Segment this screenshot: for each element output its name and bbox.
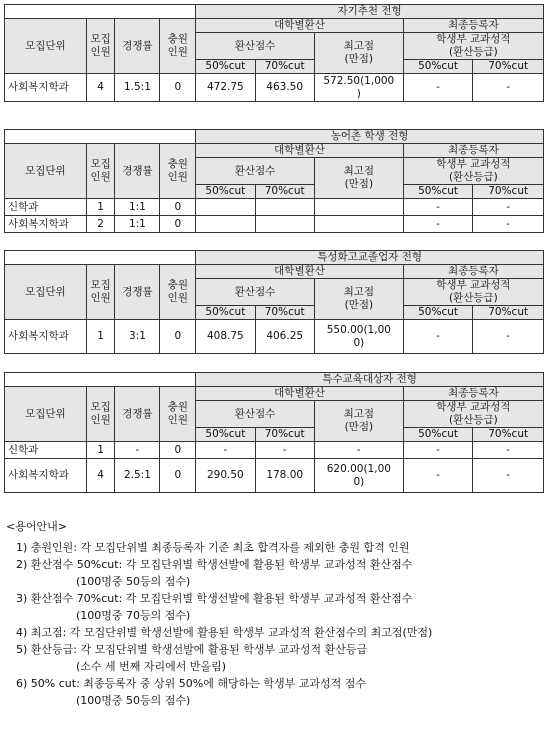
cell-score-70cut [255,216,314,233]
cell-addition: 0 [160,74,196,102]
cell-score-50cut: 408.75 [196,320,255,354]
header-ratio: 경쟁률 [115,387,160,442]
cell-max-score: 572.50(1,000 ) [314,74,403,102]
header-quota: 모집 인원 [86,19,115,74]
cell-grade-70cut: - [473,74,544,102]
header-unit: 모집단위 [5,387,87,442]
header-score-50cut: 50%cut [196,60,255,74]
header-score-70cut: 70%cut [255,306,314,320]
glossary-subitem: (100명중 70등의 점수) [76,609,191,622]
header-grade-70cut: 70%cut [473,306,544,320]
cell-score-50cut [196,199,255,216]
cell-score-50cut: 290.50 [196,459,255,493]
cell-ratio: 2.5:1 [115,459,160,493]
cell-grade-70cut: - [473,320,544,354]
cell-score-70cut: - [255,442,314,459]
header-addition: 충원 인원 [160,19,196,74]
cell-unit: 신학과 [5,199,87,216]
cell-grade-50cut: - [403,74,473,102]
header-converted-score: 환산점수 [196,401,315,428]
cell-score-50cut [196,216,255,233]
header-record-grade: 학생부 교과성적 (환산등급) [403,158,543,185]
header-converted-score: 환산점수 [196,279,315,306]
cell-grade-70cut: - [473,216,544,233]
cell-grade-50cut: - [403,216,473,233]
header-ratio: 경쟁률 [115,19,160,74]
cell-score-70cut [255,199,314,216]
cell-grade-50cut: - [403,442,473,459]
glossary-item: 2) 환산점수 50%cut: 각 모집단위별 학생선발에 활용된 학생부 교과성적 환산점수 [16,558,413,571]
header-addition: 충원 인원 [160,387,196,442]
header-ratio: 경쟁률 [115,265,160,320]
cell-addition: 0 [160,320,196,354]
cell-quota: 4 [86,74,115,102]
table-title: 농어촌 학생 전형 [196,130,544,144]
cell-quota: 1 [86,199,115,216]
table-title: 특성화고교졸업자 전형 [196,251,544,265]
cell-unit: 사회복지학과 [5,216,87,233]
cell-grade-50cut: - [403,199,473,216]
header-final-registrant: 최종등록자 [403,144,543,158]
table-title: 자기추천 전형 [196,5,544,19]
cell-grade-50cut: - [403,459,473,493]
header-unit: 모집단위 [5,265,87,320]
header-quota: 모집 인원 [86,265,115,320]
cell-ratio: - [115,442,160,459]
header-max-score: 최고점 (만점) [314,279,403,320]
header-score-50cut: 50%cut [196,428,255,442]
cell-score-70cut: 406.25 [255,320,314,354]
header-max-score: 최고점 (만점) [314,401,403,442]
cell-grade-70cut: - [473,199,544,216]
header-unit: 모집단위 [5,19,87,74]
header-corner [5,373,196,387]
cell-ratio: 1:1 [115,199,160,216]
glossary-item: 4) 최고점: 각 모집단위별 학생선발에 활용된 학생부 교과성적 환산점수의 최고점(만점) [16,626,433,639]
glossary-subitem: (100명중 50등의 점수) [76,694,191,707]
header-grade-70cut: 70%cut [473,428,544,442]
glossary-item: 3) 환산점수 70%cut: 각 모집단위별 학생선발에 활용된 학생부 교과성적 환산점수 [16,592,413,605]
cell-max-score: 620.00(1,00 0) [314,459,403,493]
header-score-70cut: 70%cut [255,428,314,442]
header-addition: 충원 인원 [160,144,196,199]
cell-quota: 4 [86,459,115,493]
cell-grade-70cut: - [473,442,544,459]
cell-quota: 1 [86,320,115,354]
cell-score-50cut: 472.75 [196,74,255,102]
cell-ratio: 3:1 [115,320,160,354]
header-grade-70cut: 70%cut [473,185,544,199]
header-score-70cut: 70%cut [255,60,314,74]
header-addition: 충원 인원 [160,265,196,320]
header-record-grade: 학생부 교과성적 (환산등급) [403,33,543,60]
cell-addition: 0 [160,199,196,216]
glossary-item: 1) 충원인원: 각 모집단위별 최종등록자 기준 최초 합격자를 제외한 충원 합격 인원 [16,541,410,554]
admission-table [4,372,544,493]
cell-score-70cut: 463.50 [255,74,314,102]
cell-unit: 사회복지학과 [5,320,87,354]
cell-unit: 사회복지학과 [5,459,87,493]
header-grade-50cut: 50%cut [403,60,473,74]
header-record-grade: 학생부 교과성적 (환산등급) [403,279,543,306]
header-school-conversion: 대학별환산 [196,387,404,401]
cell-addition: 0 [160,216,196,233]
header-school-conversion: 대학별환산 [196,144,404,158]
cell-quota: 2 [86,216,115,233]
header-score-70cut: 70%cut [255,185,314,199]
glossary-item: 6) 50% cut: 최종등록자 중 상위 50%에 해당하는 학생부 교과성적 점수 [16,677,366,690]
cell-ratio: 1.5:1 [115,74,160,102]
header-final-registrant: 최종등록자 [403,19,543,33]
cell-addition: 0 [160,459,196,493]
table-row [5,320,544,354]
header-max-score: 최고점 (만점) [314,158,403,199]
cell-max-score: 550.00(1,00 0) [314,320,403,354]
header-final-registrant: 최종등록자 [403,387,543,401]
header-max-score: 최고점 (만점) [314,33,403,74]
header-unit: 모집단위 [5,144,87,199]
header-score-50cut: 50%cut [196,306,255,320]
table-row [5,442,544,459]
glossary-subitem: (100명중 50등의 점수) [76,575,191,588]
header-quota: 모집 인원 [86,144,115,199]
cell-score-50cut: - [196,442,255,459]
cell-max-score: - [314,442,403,459]
header-corner [5,130,196,144]
header-grade-50cut: 50%cut [403,428,473,442]
cell-grade-50cut: - [403,320,473,354]
table-row [5,216,544,233]
header-school-conversion: 대학별환산 [196,19,404,33]
cell-score-70cut: 178.00 [255,459,314,493]
header-ratio: 경쟁률 [115,144,160,199]
header-grade-50cut: 50%cut [403,185,473,199]
admission-table [4,4,544,102]
header-school-conversion: 대학별환산 [196,265,404,279]
header-corner [5,251,196,265]
header-converted-score: 환산점수 [196,33,315,60]
header-grade-70cut: 70%cut [473,60,544,74]
header-quota: 모집 인원 [86,387,115,442]
header-record-grade: 학생부 교과성적 (환산등급) [403,401,543,428]
cell-ratio: 1:1 [115,216,160,233]
header-converted-score: 환산점수 [196,158,315,185]
glossary [6,518,546,709]
table-row [5,74,544,102]
cell-quota: 1 [86,442,115,459]
admission-table [4,250,544,354]
table-row [5,199,544,216]
admission-table [4,129,544,233]
cell-unit: 신학과 [5,442,87,459]
glossary-item: 5) 환산등급: 각 모집단위별 학생선발에 활용된 학생부 교과성적 환산등급 [16,643,368,656]
header-corner [5,5,196,19]
header-grade-50cut: 50%cut [403,306,473,320]
cell-unit: 사회복지학과 [5,74,87,102]
table-title: 특수교육대상자 전형 [196,373,544,387]
cell-grade-70cut: - [473,459,544,493]
header-score-50cut: 50%cut [196,185,255,199]
header-final-registrant: 최종등록자 [403,265,543,279]
glossary-subitem: (소수 세 번째 자리에서 반올림) [76,660,227,673]
cell-addition: 0 [160,442,196,459]
glossary-title: <용어안내> [6,520,67,533]
cell-max-score [314,199,403,216]
table-row [5,459,544,493]
cell-max-score [314,216,403,233]
